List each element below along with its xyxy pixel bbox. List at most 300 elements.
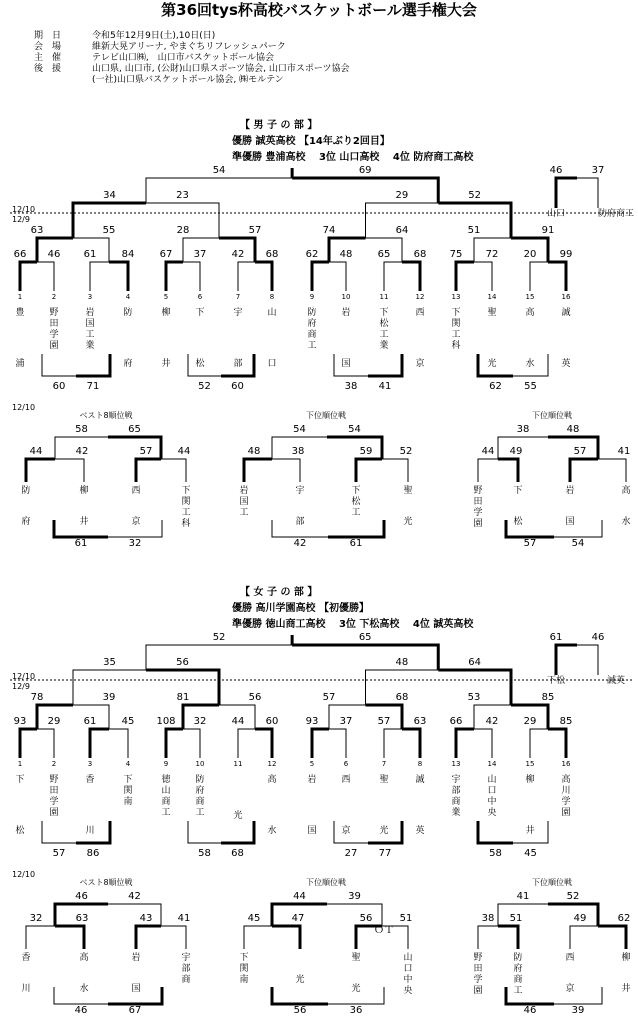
score: 32 — [193, 716, 207, 727]
score: 46 — [591, 632, 605, 643]
score: 85 — [541, 692, 555, 703]
placement-line — [328, 520, 384, 537]
score: 56 — [293, 1005, 307, 1016]
score: 41 — [177, 913, 191, 924]
score: 37 — [591, 165, 605, 176]
placement-line — [570, 926, 598, 949]
seed-number: 12 — [415, 293, 425, 301]
score: 27 — [344, 848, 358, 859]
team-name: 岩 国 — [565, 486, 575, 528]
consolation-line — [76, 354, 110, 376]
info-value: (一社)山口県バスケットボール協会, ㈱モルテン — [92, 75, 284, 85]
third-place-team: 下松 — [546, 676, 565, 686]
placement-line — [498, 926, 518, 949]
score: 52 — [212, 632, 226, 643]
score: 68 — [265, 249, 279, 260]
date-label: 12/10 — [12, 403, 36, 412]
third-place-line — [577, 178, 598, 208]
score: 56 — [248, 692, 262, 703]
team-name: 岩 国 — [131, 953, 141, 995]
team-name: 香 川 — [85, 775, 95, 837]
team-name: 西 京 — [131, 486, 141, 528]
match-line — [20, 729, 37, 758]
team-name: 光 — [233, 811, 243, 821]
score: 34 — [103, 190, 116, 201]
team-name: 下松工 — [351, 486, 361, 518]
score: 49 — [509, 446, 523, 457]
team-name: 山 口 — [267, 308, 277, 370]
match-line — [20, 262, 37, 291]
consolation-line — [188, 821, 221, 843]
score: 60 — [52, 381, 66, 392]
match-line — [90, 729, 109, 758]
score: 44 — [177, 446, 191, 457]
score: 29 — [523, 716, 537, 727]
score: 62 — [489, 381, 502, 392]
seed-number: 9 — [309, 293, 315, 301]
seed-number: 11 — [379, 293, 389, 301]
score: 44 — [481, 446, 495, 457]
match-line — [384, 262, 402, 291]
score: 67 — [128, 1005, 142, 1016]
consolation-line — [478, 821, 513, 843]
info-key: 会 場 — [34, 42, 62, 52]
score: 46 — [549, 165, 563, 176]
match-line — [329, 262, 346, 291]
placement-line — [382, 459, 408, 482]
final-line — [292, 178, 438, 203]
score: 48 — [395, 657, 409, 668]
placement-line — [161, 459, 186, 482]
match-line — [238, 729, 255, 758]
score: 39 — [102, 692, 116, 703]
score: 46 — [523, 1005, 537, 1016]
seed-number: 4 — [125, 760, 131, 768]
score: 54 — [212, 165, 226, 176]
score: 54 — [293, 424, 306, 435]
team-name: 岩 国 — [307, 775, 317, 837]
final-line — [292, 645, 438, 670]
seed-number: 9 — [163, 760, 169, 768]
placement-caption: 下位順位戦 — [532, 878, 572, 887]
placement-caption: 下位順位戦 — [306, 878, 346, 887]
team-name: 防府商工 — [307, 308, 317, 351]
score: 42 — [128, 891, 141, 902]
team-name: 下 松 — [15, 775, 25, 837]
seed-number: 14 — [487, 293, 497, 301]
score: 51 — [467, 225, 481, 236]
seed-number: 14 — [487, 760, 497, 768]
score: 32 — [29, 913, 43, 924]
seed-number: 6 — [197, 293, 203, 301]
placement-line — [498, 459, 518, 482]
team-name: 西 京 — [565, 953, 575, 995]
seed-number: 12 — [267, 760, 277, 768]
runner-up-line: 準優勝 徳山商工高校 3位 下松高校 4位 誠英高校 — [232, 619, 474, 630]
score: 68 — [413, 249, 427, 260]
team-name: 山口中央 — [403, 953, 413, 996]
placement-line — [478, 926, 498, 949]
team-name: 防府商工 — [513, 953, 523, 996]
placement-line — [554, 987, 602, 1004]
score: 37 — [339, 716, 353, 727]
score: 41 — [378, 381, 392, 392]
score: 32 — [128, 538, 142, 549]
score: 93 — [305, 716, 319, 727]
info-key: 後 援 — [34, 64, 62, 74]
placement-line — [26, 926, 55, 949]
team-name: 高 水 — [267, 775, 277, 837]
score: 42 — [293, 538, 307, 549]
info-key: 主 催 — [34, 53, 62, 63]
seed-number: 5 — [163, 293, 169, 301]
score: 29 — [395, 190, 409, 201]
team-name: 野田学園 — [49, 308, 59, 351]
score: 41 — [617, 446, 631, 457]
seed-number: 10 — [195, 760, 205, 768]
team-name: 宇部商業 — [451, 775, 461, 818]
score: 61 — [349, 538, 363, 549]
placement-line — [272, 926, 300, 949]
team-name: 聖 光 — [403, 486, 413, 528]
team-name: 西 京 — [341, 775, 351, 837]
match-line — [183, 262, 200, 291]
consolation-line — [368, 354, 402, 376]
score: 38 — [481, 913, 495, 924]
score: 62 — [305, 249, 319, 260]
third-place-line — [556, 178, 577, 208]
team-name: 香 川 — [21, 953, 31, 995]
seed-number: 5 — [309, 760, 315, 768]
score: 74 — [322, 225, 336, 236]
info-value: 山口県, 山口市, (公財)山口県スポーツ協会, 山口市スポーツ協会 — [92, 64, 350, 74]
match-line — [384, 729, 402, 758]
team-name: 聖 光 — [487, 308, 497, 370]
match-line — [530, 262, 548, 291]
score: 86 — [86, 848, 100, 859]
team-name: 豊 浦 — [15, 308, 25, 370]
score: 75 — [449, 249, 463, 260]
runner-up-line: 準優勝 豊浦高校 3位 山口高校 4位 防府商工高校 — [232, 152, 474, 163]
match-line — [90, 262, 109, 291]
score: 56 — [176, 657, 189, 668]
score: 48 — [339, 249, 353, 260]
score: 41 — [516, 891, 530, 902]
score: 55 — [102, 225, 116, 236]
section-heading: 【 女 子 の 部 】 — [240, 587, 318, 598]
match-line — [474, 262, 492, 291]
score: 61 — [83, 249, 97, 260]
third-place-line — [556, 645, 577, 675]
score: 46 — [47, 249, 61, 260]
score: 20 — [523, 249, 537, 260]
team-name: 宇 部 — [233, 308, 243, 370]
score: 67 — [159, 249, 173, 260]
seed-number: 4 — [125, 293, 131, 301]
date-label: 12/9 — [12, 215, 30, 224]
score: 42 — [231, 249, 245, 260]
team-name: 下 松 — [513, 486, 523, 528]
date-label: 12/10 — [12, 870, 36, 879]
score: 54 — [348, 424, 361, 435]
team-name: 下関南 — [239, 953, 249, 985]
team-name: 宇部商 — [181, 953, 191, 985]
match-line — [255, 262, 272, 291]
score: 52 — [566, 891, 580, 902]
score: 35 — [103, 657, 116, 668]
seed-number: 6 — [343, 760, 349, 768]
seed-number: 7 — [235, 293, 241, 301]
score: 63 — [30, 225, 44, 236]
score: 39 — [571, 1005, 585, 1016]
consolation-line — [42, 821, 76, 843]
score: 38 — [291, 446, 305, 457]
score: 93 — [13, 716, 27, 727]
placement-caption: ベスト8順位戦 — [79, 878, 133, 887]
score: 64 — [395, 225, 409, 236]
score: 51 — [399, 913, 413, 924]
placement-line — [244, 926, 272, 949]
consolation-line — [221, 821, 254, 843]
placement-line — [272, 987, 328, 1004]
score: 57 — [139, 446, 153, 457]
match-line — [548, 729, 566, 758]
placement-line — [356, 459, 382, 482]
score: 58 — [75, 424, 88, 435]
score: 58 — [198, 848, 211, 859]
seed-number: 10 — [341, 293, 351, 301]
score: 61 — [549, 632, 563, 643]
placement-line — [598, 459, 626, 482]
score: 78 — [30, 692, 44, 703]
team-name: 高 水 — [525, 308, 535, 370]
score: 69 — [358, 165, 372, 176]
team-name: 野田学園 — [473, 953, 483, 996]
team-name: 岩国工業 — [85, 308, 95, 351]
score: 44 — [293, 891, 306, 902]
team-name: 下関南 — [123, 775, 133, 807]
match-line — [474, 729, 492, 758]
team-name: 防 府 — [123, 308, 133, 370]
score: 23 — [176, 190, 189, 201]
placement-line — [244, 459, 272, 482]
date-label: 12/10 — [12, 672, 36, 681]
score: 108 — [156, 716, 176, 727]
score: 51 — [509, 913, 523, 924]
score: 44 — [29, 446, 43, 457]
seed-number: 15 — [525, 293, 535, 301]
score: 99 — [559, 249, 573, 260]
placement-line — [554, 520, 602, 537]
score: 57 — [248, 225, 262, 236]
team-name: 岩 国 — [341, 308, 351, 370]
placement-line — [570, 459, 598, 482]
score: 66 — [13, 249, 27, 260]
info-value: 令和5年12月9日(土),10日(日) — [92, 31, 216, 41]
team-name: 野田学園 — [49, 775, 59, 818]
score: 38 — [516, 424, 530, 435]
score: 77 — [378, 848, 392, 859]
score: 56 — [359, 913, 373, 924]
score: 91 — [541, 225, 555, 236]
score: 45 — [524, 848, 537, 859]
seed-number: 13 — [451, 293, 461, 301]
score: 53 — [467, 692, 481, 703]
placement-line — [136, 926, 161, 949]
match-line — [456, 729, 474, 758]
date-label: 12/9 — [12, 682, 30, 691]
overtime-note: ＯＴ — [374, 925, 394, 936]
match-line — [329, 729, 346, 758]
score: 72 — [485, 249, 499, 260]
placement-line — [478, 459, 498, 482]
placement-line — [55, 459, 84, 482]
score: 60 — [265, 716, 279, 727]
score: 84 — [121, 249, 135, 260]
score: 58 — [489, 848, 502, 859]
score: 54 — [571, 538, 585, 549]
team-name: 高 水 — [79, 953, 89, 995]
team-name: 柳 井 — [525, 775, 535, 837]
score: 68 — [395, 692, 409, 703]
consolation-line — [42, 354, 76, 376]
score: 65 — [377, 249, 391, 260]
match-line — [548, 262, 566, 291]
placement-line — [136, 459, 161, 482]
team-name: 西 京 — [415, 308, 425, 370]
score: 57 — [322, 692, 336, 703]
placement-caption: 下位順位戦 — [532, 411, 572, 420]
score: 66 — [449, 716, 463, 727]
section-heading: 【 男 子 の 部 】 — [240, 120, 318, 131]
score: 57 — [573, 446, 587, 457]
seed-number: 1 — [17, 293, 23, 301]
score: 61 — [74, 538, 88, 549]
score: 48 — [566, 424, 580, 435]
seed-number: 8 — [269, 293, 275, 301]
seed-number: 13 — [451, 760, 461, 768]
seed-number: 8 — [417, 760, 423, 768]
final-line — [146, 645, 292, 670]
placement-caption: ベスト8順位戦 — [79, 411, 133, 420]
team-name: 誠 英 — [415, 775, 425, 837]
score: 59 — [359, 446, 373, 457]
placement-line — [598, 926, 626, 949]
info-value: テレビ山口㈱, 山口市バスケットボール協会 — [92, 53, 275, 63]
score: 42 — [485, 716, 499, 727]
score: 29 — [47, 716, 61, 727]
team-name: 宇 部 — [295, 486, 305, 528]
team-name: 光 — [295, 975, 305, 985]
team-name: 防 府 — [21, 486, 31, 528]
info-value: 維新大晃アリーナ, やまぐちリフレッシュパーク — [92, 42, 286, 52]
score: 62 — [617, 913, 631, 924]
seed-number: 11 — [233, 760, 243, 768]
seed-number: 3 — [87, 760, 93, 768]
third-place-team: 山口 — [546, 209, 565, 219]
seed-number: 3 — [87, 293, 93, 301]
seed-number: 16 — [561, 760, 571, 768]
match-line — [530, 729, 548, 758]
match-line — [402, 729, 420, 758]
score: 85 — [559, 716, 573, 727]
final-line — [146, 178, 292, 203]
placement-line — [26, 459, 55, 482]
score: 61 — [83, 716, 97, 727]
score: 60 — [231, 381, 244, 392]
champion-line: 優勝 誠英高校 【14年ぶり2回目】 — [232, 136, 390, 147]
score: 57 — [377, 716, 391, 727]
seed-number: 1 — [17, 760, 23, 768]
team-name: 柳 井 — [621, 953, 631, 995]
team-name: 柳 井 — [161, 308, 171, 370]
placement-line — [161, 926, 186, 949]
match-line — [456, 262, 474, 291]
team-name: 下松工業 — [379, 308, 389, 351]
score: 63 — [413, 716, 427, 727]
match-line — [402, 262, 420, 291]
score: 52 — [198, 381, 211, 392]
score: 36 — [349, 1005, 363, 1016]
score: 57 — [523, 538, 537, 549]
team-name: 柳 井 — [79, 486, 89, 528]
score: 49 — [573, 913, 587, 924]
score: 65 — [358, 632, 372, 643]
team-name: 聖 光 — [379, 775, 389, 837]
team-name: 下関工科 — [181, 486, 191, 529]
score: 48 — [247, 446, 261, 457]
team-name: 下 松 — [195, 308, 205, 370]
team-name: 高 水 — [621, 486, 631, 528]
team-name: 防府商工 — [195, 775, 205, 818]
champion-line: 優勝 高川学園高校 【初優勝】 — [232, 603, 369, 614]
score: 39 — [348, 891, 361, 902]
seed-number: 15 — [525, 760, 535, 768]
match-line — [109, 729, 128, 758]
score: 45 — [247, 913, 261, 924]
team-name: 高川学園 — [561, 775, 571, 818]
match-line — [166, 729, 183, 758]
page-title: 第36回tys杯高校バスケットボール選手権大会 — [161, 1, 477, 19]
score: 81 — [176, 692, 190, 703]
team-name: 山口中央 — [487, 775, 497, 818]
score: 47 — [291, 913, 305, 924]
info-key: 期 日 — [34, 31, 62, 41]
score: 68 — [231, 848, 244, 859]
match-line — [37, 729, 54, 758]
match-line — [238, 262, 255, 291]
placement-line — [272, 459, 300, 482]
score: 46 — [74, 1005, 88, 1016]
score: 42 — [75, 446, 89, 457]
score: 44 — [231, 716, 245, 727]
team-name: 徳山商工 — [161, 775, 171, 818]
score: 63 — [75, 913, 89, 924]
score: 65 — [128, 424, 141, 435]
score: 38 — [344, 381, 358, 392]
score: 37 — [193, 249, 207, 260]
score: 43 — [139, 913, 153, 924]
score: 45 — [121, 716, 135, 727]
match-line — [37, 262, 54, 291]
placement-line — [55, 926, 84, 949]
seed-number: 7 — [381, 760, 387, 768]
match-line — [109, 262, 128, 291]
score: 64 — [468, 657, 481, 668]
team-name: 誠 英 — [561, 308, 571, 370]
score: 28 — [176, 225, 190, 236]
placement-caption: 下位順位戦 — [306, 411, 346, 420]
